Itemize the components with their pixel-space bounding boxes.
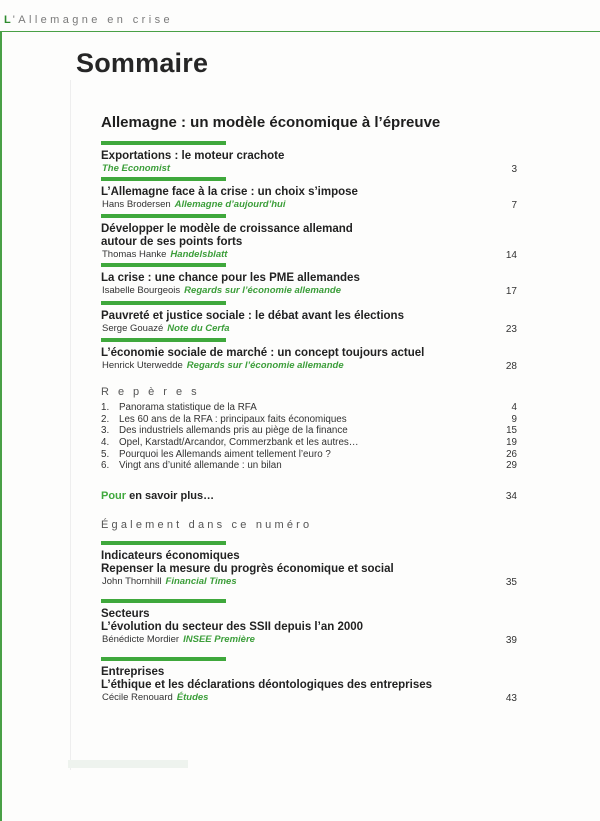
page-title: Sommaire — [76, 48, 209, 78]
entry-page: 39 — [505, 635, 517, 646]
entry-page: 23 — [505, 324, 517, 335]
reperes-label: Des industriels allemands pris au piège de la finance — [119, 425, 348, 437]
entry-title: L’évolution du secteur des SSII depuis l’an 2000 — [101, 621, 364, 633]
reperes-label: Vingt ans d’unité allemande : un bilan — [119, 460, 282, 472]
entry-page: 3 — [511, 164, 517, 175]
egalement-heading: Également dans ce numéro — [101, 519, 313, 531]
green-bar — [101, 141, 226, 145]
entry-title: L’Allemagne face à la crise : un choix s’impose — [101, 186, 358, 198]
entry-page: 43 — [505, 693, 517, 704]
reperes-item[interactable] — [101, 414, 517, 426]
entry-source: Handelsblatt — [170, 249, 228, 260]
entry-title: L’éthique et les déclarations déontologiques des entreprises — [101, 679, 433, 691]
reperes-heading: Repères — [101, 386, 206, 398]
reperes-item[interactable] — [101, 460, 517, 472]
entry-byline — [101, 576, 517, 588]
entry-title: La crise : une chance pour les PME allemandes — [101, 272, 360, 284]
entry-author: Thomas Hanke — [102, 249, 167, 260]
reperes-page: 19 — [506, 437, 517, 449]
reperes-page: 29 — [506, 460, 517, 472]
running-header — [4, 14, 173, 26]
entry-source: Regards sur l’économie allemande — [184, 285, 341, 296]
section-entry[interactable] — [101, 541, 517, 588]
pour-green-word: Pour — [101, 490, 127, 502]
green-bar — [101, 657, 226, 661]
left-margin-rule — [0, 31, 2, 821]
reperes-number: 5. — [101, 448, 110, 460]
entry-source: Note du Cerfa — [167, 323, 230, 334]
entry-author: Isabelle Bourgeois — [102, 285, 181, 296]
entry-title: Exportations : le moteur crachote — [101, 150, 285, 162]
reperes-page: 4 — [511, 402, 517, 413]
entry-source: Allemagne d’aujourd’hui — [174, 199, 286, 210]
entry-page: 17 — [505, 286, 517, 297]
reperes-number: 6. — [101, 460, 110, 472]
entry-page: 35 — [505, 577, 517, 588]
green-bar — [101, 541, 226, 545]
entry-byline — [101, 163, 517, 175]
green-bar — [101, 263, 226, 267]
toc-entry[interactable] — [101, 214, 517, 261]
toc-entry[interactable] — [101, 263, 517, 297]
reperes-page: 9 — [511, 413, 517, 425]
reperes-label: Les 60 ans de la RFA : principaux faits économiques — [119, 413, 347, 425]
green-bar — [101, 214, 226, 218]
entry-author: Hans Brodersen — [102, 199, 171, 210]
entry-title: L’économie sociale de marché : un concept toujours actuel — [101, 347, 425, 359]
reperes-item[interactable] — [101, 449, 517, 461]
entry-source: Études — [176, 692, 209, 703]
entry-source: The Economist — [102, 163, 171, 174]
toc-entry[interactable] — [101, 338, 517, 372]
entry-author: Serge Gouazé — [102, 323, 164, 334]
reperes-label: Panorama statistique de la RFA — [119, 402, 257, 413]
entry-byline — [101, 360, 517, 372]
green-bar — [101, 599, 226, 603]
reperes-item[interactable] — [101, 425, 517, 437]
reperes-label: Opel, Karstadt/Arcandor, Commerzbank et les autres… — [119, 437, 359, 449]
pour-en-savoir-plus[interactable] — [101, 490, 517, 502]
reperes-item[interactable] — [101, 437, 517, 449]
pour-rest: en savoir plus… — [126, 490, 215, 502]
entry-page: 14 — [505, 250, 517, 261]
reperes-number: 4. — [101, 437, 110, 449]
header-rule — [0, 31, 600, 32]
green-bar — [101, 338, 226, 342]
toc-entry[interactable] — [101, 301, 517, 335]
entry-page: 7 — [511, 200, 517, 211]
pour-page: 34 — [505, 491, 517, 502]
toc-entry[interactable] — [101, 177, 517, 211]
entry-author: Bénédicte Mordier — [102, 634, 180, 645]
running-header-text: 'Allemagne en crise — [12, 14, 173, 26]
entry-byline — [101, 249, 517, 261]
entry-author: John Thornhill — [102, 576, 162, 587]
section-rubric: Entreprises — [101, 666, 165, 678]
reperes-number: 2. — [101, 413, 110, 425]
reperes-label: Pourquoi les Allemands aiment tellement l’euro ? — [119, 448, 331, 460]
entry-source: Regards sur l’économie allemande — [186, 360, 344, 371]
running-header-initial: L — [4, 14, 13, 26]
section-entry[interactable] — [101, 657, 517, 704]
toc-entry[interactable] — [101, 141, 517, 175]
entry-source: INSEE Première — [183, 634, 255, 645]
entry-title: Développer le modèle de croissance allemand autour de ses points forts — [101, 223, 353, 248]
reperes-list — [101, 402, 517, 472]
green-bar — [101, 177, 226, 181]
section-entry[interactable] — [101, 599, 517, 646]
entry-title: Pauvreté et justice sociale : le débat avant les élections — [101, 310, 404, 322]
reperes-number: 3. — [101, 425, 110, 437]
reperes-page: 26 — [506, 448, 517, 460]
reperes-page: 15 — [506, 425, 517, 437]
green-bar — [101, 301, 226, 305]
section-rubric: Indicateurs économiques — [101, 550, 240, 562]
entry-page: 28 — [505, 361, 517, 372]
entry-author: Henrick Uterwedde — [102, 360, 183, 371]
entry-byline — [101, 199, 517, 211]
entry-byline — [101, 692, 517, 704]
section-rubric: Secteurs — [101, 608, 150, 620]
inner-margin-line — [70, 80, 71, 770]
dossier-title: Allemagne : un modèle économique à l’épreuve — [101, 114, 441, 131]
entry-title: Repenser la mesure du progrès économique et social — [101, 563, 394, 575]
reperes-item[interactable] — [101, 402, 517, 414]
footer-strip — [68, 760, 188, 768]
entry-author: Cécile Renouard — [102, 692, 173, 703]
entry-byline — [101, 323, 517, 335]
entry-byline — [101, 285, 517, 297]
reperes-number: 1. — [101, 402, 110, 413]
entry-source: Financial Times — [165, 576, 237, 587]
entry-byline — [101, 634, 517, 646]
